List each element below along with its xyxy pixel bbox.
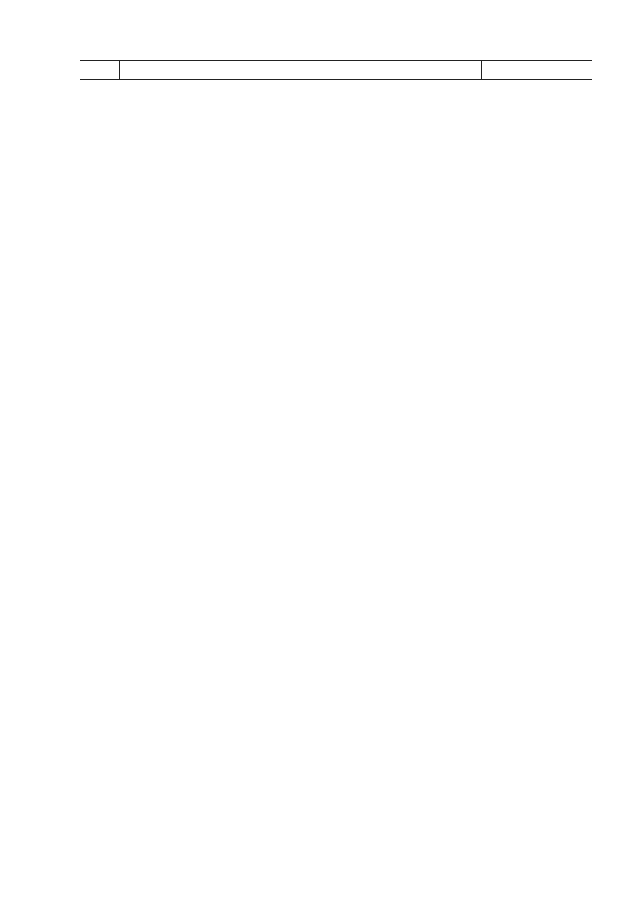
without-workers-row (0, 127, 640, 144)
header-col-2 (120, 61, 482, 79)
header-col-3 (482, 61, 592, 79)
table-body (0, 95, 640, 175)
header-col-1 (80, 61, 120, 79)
table-header (80, 60, 592, 80)
